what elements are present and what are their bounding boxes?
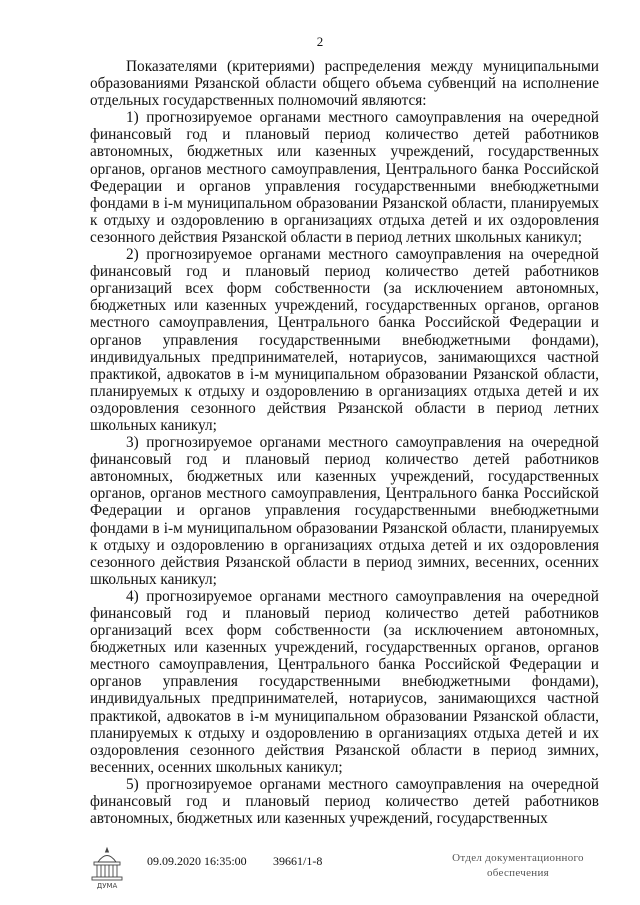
- list-item-2: 2) прогнозируемое органами местного самоуправления на очередной финансовый год и плановый период количество детей работников организаций всех форм собственности (за исключением автономных, бюджетных или казенных учреждений, государственных органов, органов местного самоуправления, Центрального банка Российской Федерации и органов управления государственными внебюджетными фондами), индивидуальных предпринимателей, нотариусов, занимающихся частной практикой, адвокатов в i-м муниципальном образовании Рязанской области, планируемых к отдыху и оздоровлению в организациях отдыха детей и их оздоровления сезонного действия Рязанской области в период летних школьных каникул;: [90, 246, 599, 434]
- page-number: 2: [316, 34, 324, 49]
- department-stamp: [438, 851, 598, 881]
- document-body: [90, 58, 599, 827]
- list-item-4: 4) прогнозируемое органами местного самоуправления на очередной финансовый год и плановый период количество детей работников организаций всех форм собственности (за исключением автономных, бюджетных или казенных учреждений, государственных органов, органов местного самоуправления, Центрального банка Российской Федерации и органов управления государственными внебюджетными фондами), индивидуальных предпринимателей, нотариусов, занимающихся частной практикой, адвокатов в i-м муниципальном образовании Рязанской области, планируемых к отдыху и оздоровлению в организациях отдыха детей и их оздоровления сезонного действия Рязанской области в период зимних, весенних, осенних школьных каникул;: [90, 587, 599, 776]
- duma-building-emblem-icon: [88, 844, 126, 890]
- footer-datetime: 09.09.2020 16:35:00: [147, 854, 247, 868]
- list-item-1: 1) прогнозируемое органами местного самоуправления на очередной финансовый год и плановый период количество детей работников автономных, бюджетных или казенных учреждений, государственных органов, органов местного самоуправления, Центрального банка Российской Федерации и органов управления государственными внебюджетными фондами в i-м муниципальном образовании Рязанской области, планируемых к отдыху и оздоровлению в организациях отдыха детей и их оздоровления сезонного действия Рязанской области в период летних школьных каникул;: [90, 109, 599, 246]
- emblem-caption: ДУМА: [96, 882, 118, 890]
- stamp-line-1: Отдел документационного: [452, 852, 584, 864]
- footer-registration-number: 39661/1-8: [273, 854, 323, 868]
- intro-paragraph: Показателями (критериями) распределения между муниципальными образованиями Рязанской области общего объема субвенций на исполнение отдельных государственных полномочий являются:: [90, 58, 599, 110]
- stamp-line-2: обеспечения: [486, 867, 550, 879]
- list-item-3: 3) прогнозируемое органами местного самоуправления на очередной финансовый год и плановый период количество детей работников автономных, бюджетных или казенных учреждений, государственных органов, органов местного самоуправления, Центрального банка Российской Федерации и органов управления государственными внебюджетными фондами в i-м муниципальном образовании Рязанской области, планируемых к отдыху и оздоровлению в организациях отдыха детей и их оздоровления сезонного действия Рязанской области в период зимних, весенних, осенних школьных каникул;: [90, 434, 599, 588]
- list-item-5: 5) прогнозируемое органами местного самоуправления на очередной финансовый год и плановый период количество детей работников автономных, бюджетных или казенных учреждений, государственных: [90, 775, 599, 828]
